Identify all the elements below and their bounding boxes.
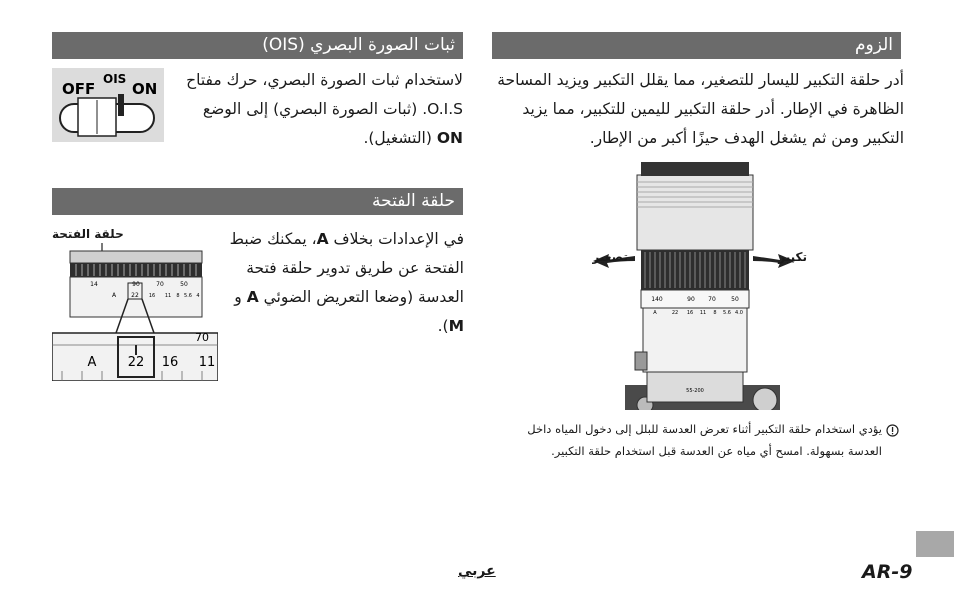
zoom-heading-bar <box>492 32 901 59</box>
ois-paragraph <box>178 66 463 153</box>
ring-scale-70: 70 <box>156 281 164 288</box>
lens-mount <box>647 372 743 402</box>
mag-11: 11 <box>198 355 216 370</box>
ring-val-a: A <box>111 292 117 299</box>
ois-text-1: لاستخدام ثبات الصورة البصري، حرك مفتاح O.I.S. (ثبات الصورة البصري) إلى الوضع <box>186 71 463 118</box>
ap-a: A <box>653 310 657 316</box>
zoom-lens-svg <box>585 160 810 410</box>
aperture-lens-top <box>70 251 202 263</box>
ois-switch-svg <box>52 68 164 142</box>
zoom-heading: الزوم <box>854 35 893 55</box>
aperture-mode-a: A <box>316 230 329 248</box>
scale-90: 90 <box>687 296 695 303</box>
lens-barrel <box>637 175 753 250</box>
ois-heading: ثبات الصورة البصري (OIS) <box>262 35 455 55</box>
aperture-paragraph <box>228 225 464 341</box>
ring-val-56: 5.6 <box>184 293 192 299</box>
mag-22: 22 <box>127 355 145 370</box>
ap-8: 8 <box>713 310 717 316</box>
ring-scale-90: 90 <box>132 281 140 288</box>
ois-heading-bar <box>52 32 463 59</box>
ap-22: 22 <box>671 310 679 316</box>
aperture-text-1: في الإعدادات بخلاف <box>333 230 464 248</box>
switch-ois-text: OIS <box>103 72 127 86</box>
mag-a: A <box>87 355 97 370</box>
aperture-heading-bar <box>52 188 463 215</box>
ap-40: 4.0 <box>735 310 743 316</box>
switch-off-text: OFF <box>62 80 96 98</box>
aperture-heading: حلقة الفتحة <box>372 191 455 211</box>
aperture-conj: و <box>234 288 242 306</box>
camera-dial <box>753 388 777 410</box>
ring-val-4: 4 <box>196 293 200 299</box>
zoom-note: يؤدي استخدام حلقة التكبير أثناء تعرض العدسة للبلل إلى دخول المياه داخل العدسة بسهولة. امسح أي مياه عن العدسة قبل استخدام حلقة التكبير. <box>527 422 882 458</box>
ring-val-8: 8 <box>176 293 180 299</box>
ois-text-2: (التشغيل). <box>363 129 432 147</box>
zoom-out-label: تصغير <box>592 250 628 264</box>
aperture-ring-illustration <box>52 243 218 381</box>
side-tab <box>916 531 954 557</box>
aperture-text-2: ، يمكنك ضبط الفتحة عن طريق تدوير حلقة فتحة العدسة (وضعا التعريض الضوئي <box>229 230 464 306</box>
ois-switch-knob <box>635 352 647 370</box>
scale-50: 50 <box>731 296 739 303</box>
lens-front-cap <box>641 162 749 176</box>
ap-16: 16 <box>686 310 694 316</box>
ring-val-16: 16 <box>148 293 156 299</box>
zoom-paragraph: أدر حلقة التكبير لليسار للتصغير، مما يقلل التكبير ويزيد المساحة الظاهرة في الإطار. أدر حلقة التكبير لليمين للتكبير، مما يزيد التكبير ومن ثم يشغل الهدف حيزًا أكبر من الإطار. <box>497 71 904 147</box>
lens-model-label: 55-200 <box>686 388 704 394</box>
aperture-callout-label: حلقة الفتحة <box>52 227 124 241</box>
ap-11: 11 <box>699 310 707 316</box>
ring-val-11: 11 <box>164 293 172 299</box>
ring-val-22: 22 <box>131 292 139 299</box>
ois-on-word: ON <box>436 129 463 147</box>
mag-16: 16 <box>161 355 179 370</box>
footer-language: عربي <box>458 563 496 579</box>
switch-pointer <box>118 94 124 116</box>
ap-56: 5.6 <box>723 310 731 316</box>
scale-140: 140 <box>651 296 663 303</box>
switch-on-text: ON <box>132 80 158 98</box>
zoom-ring-ribs <box>645 252 745 288</box>
exclamation-icon <box>886 422 899 441</box>
scale-70: 70 <box>708 296 716 303</box>
aperture-mode-a2: A <box>246 288 259 306</box>
aperture-text-3: ). <box>437 317 449 335</box>
zoom-in-label: تكبير <box>778 250 807 264</box>
aperture-mode-m: M <box>448 317 464 335</box>
aperture-ring-svg <box>52 243 218 381</box>
ois-switch-illustration <box>52 68 164 142</box>
zoom-lens-illustration <box>585 160 810 410</box>
ring-scale-14: 14 <box>90 281 98 288</box>
ring-scale-50: 50 <box>180 281 188 288</box>
mag-top-70: 70 <box>195 331 209 344</box>
lens-aperture-section <box>643 308 747 372</box>
page-number: AR-9 <box>862 561 913 583</box>
